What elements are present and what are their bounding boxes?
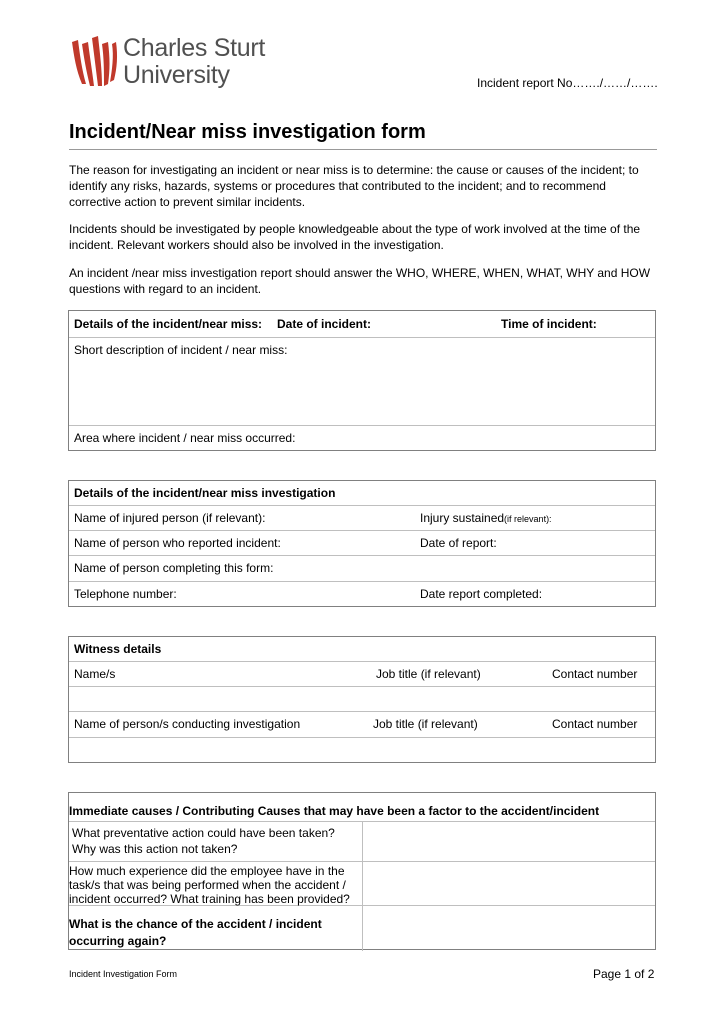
table-row (69, 822, 655, 862)
title-divider (69, 149, 657, 150)
question-1-line-1: What preventative action could have been taken? (72, 826, 335, 840)
date-of-report-field[interactable]: Date of report: (420, 536, 497, 550)
date-completed-field[interactable]: Date report completed: (420, 587, 543, 601)
investigation-details-table (68, 480, 656, 607)
details-label: Details of the incident/near miss: (74, 317, 263, 331)
description-field[interactable] (69, 338, 655, 426)
table-row (69, 556, 655, 582)
table-row (69, 662, 655, 687)
table-row (69, 862, 655, 906)
intro-paragraph-2: Incidents should be investigated by people knowledgeable about the type of work involved at the time of the incident. Relevant workers should also be involved in the investigation. (69, 222, 641, 252)
witness-names-label: Name/s (74, 667, 116, 681)
incident-details-table (68, 310, 656, 451)
answer-1-field[interactable] (363, 822, 655, 861)
table-row (69, 906, 655, 951)
table-row (69, 481, 655, 506)
date-of-incident-field[interactable]: Date of incident: (277, 317, 372, 331)
injury-sustained-label: Injury sustained (420, 511, 505, 525)
question-3-line-1: What is the chance of the accident / incident (69, 917, 322, 931)
investigator-entry-row[interactable] (69, 738, 655, 764)
injured-person-field[interactable]: Name of injured person (if relevant): (74, 511, 266, 525)
witness-heading: Witness details (74, 642, 162, 656)
page-title: Incident/Near miss investigation form (69, 121, 426, 143)
question-2-line-3: incident occurred? What training has been provided? (69, 892, 350, 906)
question-2-line-1: How much experience did the employee have in the (69, 864, 345, 878)
question-3-line-2: occurring again? (69, 934, 167, 948)
completing-person-field[interactable]: Name of person completing this form: (74, 561, 274, 575)
injury-note: (if relevant): (504, 514, 552, 524)
answer-2-field[interactable] (363, 862, 655, 905)
page-number: Page 1 of 2 (593, 967, 655, 981)
table-row (69, 637, 655, 662)
investigator-contact-label: Contact number (552, 717, 638, 731)
area-field[interactable] (69, 426, 655, 452)
description-label: Short description of incident / near miss: (74, 343, 288, 357)
table-row (69, 712, 655, 738)
table-row (69, 793, 655, 822)
university-logo (70, 34, 290, 96)
time-of-incident-field[interactable]: Time of incident: (501, 317, 597, 331)
injury-sustained-field[interactable] (420, 511, 552, 525)
table-row (69, 311, 655, 338)
telephone-field[interactable]: Telephone number: (74, 587, 177, 601)
table-row (69, 506, 655, 531)
investigation-heading: Details of the incident/near miss investigation (74, 486, 336, 500)
witness-job-title-label: Job title (if relevant) (376, 667, 481, 681)
witness-details-table (68, 636, 656, 763)
table-row (69, 531, 655, 556)
logo-line1: Charles Sturt (123, 34, 265, 62)
footer-form-name: Incident Investigation Form (69, 969, 178, 979)
area-label: Area where incident / near miss occurred: (74, 431, 296, 445)
logo-line2: University (123, 61, 230, 89)
causes-heading: Immediate causes / Contributing Causes that may have been a factor to the accident/incident (69, 804, 600, 818)
causes-table (68, 792, 656, 950)
witness-entry-row[interactable] (69, 687, 655, 712)
witness-contact-label: Contact number (552, 667, 638, 681)
intro-paragraph-1: The reason for investigating an incident or near miss is to determine: the cause or causes of the incident; to identify any risks, hazards, systems or procedures that contributed to the incident; and to recommend corrective action to prevent similar incidents. (69, 163, 639, 209)
report-number: Incident report No……./……/……. (477, 76, 658, 90)
university-crest-icon (70, 36, 118, 90)
reported-by-field[interactable]: Name of person who reported incident: (74, 536, 281, 550)
question-1-line-2: Why was this action not taken? (72, 842, 238, 856)
investigator-label: Name of person/s conducting investigation (74, 717, 301, 731)
answer-3-field[interactable] (363, 906, 655, 950)
table-row (69, 582, 655, 608)
investigator-job-title-label: Job title (if relevant) (373, 717, 478, 731)
question-2-line-2: task/s that was being performed when the accident / (69, 878, 346, 892)
intro-paragraph-3: An incident /near miss investigation report should answer the WHO, WHERE, WHEN, WHAT, WHY and HOW questions with regard to an incident. (69, 266, 651, 296)
